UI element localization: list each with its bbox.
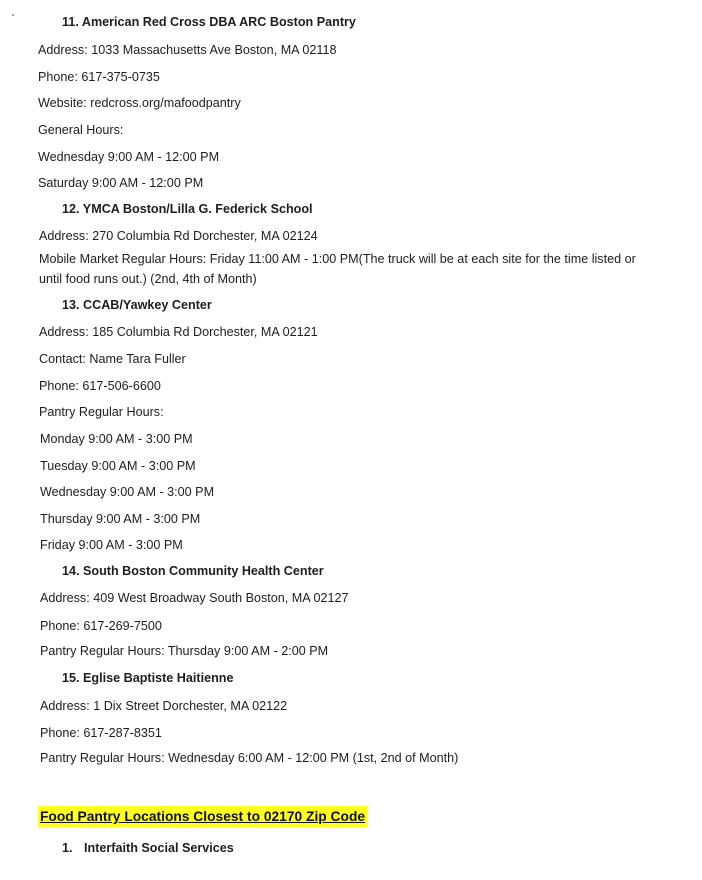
list-number: 1. xyxy=(62,841,73,855)
entry-15-address: Address: 1 Dix Street Dorchester, MA 02122 xyxy=(40,699,288,713)
entry-14-hours: Pantry Regular Hours: Thursday 9:00 AM - 2:00 PM xyxy=(40,644,329,658)
next-list-item-1 xyxy=(62,838,234,858)
list-item-name: Interfaith Social Services xyxy=(84,841,234,855)
entry-12-hours: Mobile Market Regular Hours: Friday 11:00 AM - 1:00 PM(The truck will be at each site for the time listed or until food runs out.) (2nd, 4th of Month) xyxy=(39,252,636,286)
entry-heading-11 xyxy=(62,12,356,32)
entry-13-hours-wed: Wednesday 9:00 AM - 3:00 PM xyxy=(40,485,215,499)
section-heading-highlighted: Food Pantry Locations Closest to 02170 Zip Code xyxy=(38,806,367,827)
entry-name: YMCA Boston/Lilla G. Federick School xyxy=(82,202,313,216)
entry-heading-15 xyxy=(62,668,233,688)
entry-13-address: Address: 185 Columbia Rd Dorchester, MA 02121 xyxy=(39,325,318,339)
entry-number: 11. xyxy=(62,15,79,29)
entry-number: 12. xyxy=(62,202,80,216)
entry-12-address: Address: 270 Columbia Rd Dorchester, MA 02124 xyxy=(39,229,318,243)
entry-number: 15. xyxy=(62,671,80,685)
entry-heading-13 xyxy=(62,295,212,315)
entry-14-address: Address: 409 West Broadway South Boston, MA 02127 xyxy=(40,591,349,605)
entry-13-phone: Phone: 617-506-6600 xyxy=(39,379,161,393)
entry-13-hours-mon: Monday 9:00 AM - 3:00 PM xyxy=(40,432,193,446)
scan-speck xyxy=(12,14,14,16)
entry-name: American Red Cross DBA ARC Boston Pantry xyxy=(81,15,356,29)
entry-heading-14 xyxy=(62,561,324,581)
entry-14-phone: Phone: 617-269-7500 xyxy=(40,619,162,633)
entry-11-website: Website: redcross.org/mafoodpantry xyxy=(38,96,241,110)
entry-number: 13. xyxy=(62,298,80,312)
entry-heading-12 xyxy=(62,199,313,219)
entry-13-hours-tue: Tuesday 9:00 AM - 3:00 PM xyxy=(40,459,196,473)
entry-15-hours: Pantry Regular Hours: Wednesday 6:00 AM - 12:00 PM (1st, 2nd of Month) xyxy=(40,751,459,765)
entry-13-hours-fri: Friday 9:00 AM - 3:00 PM xyxy=(40,538,183,552)
entry-name: South Boston Community Health Center xyxy=(83,564,324,578)
entry-number: 14. xyxy=(62,564,80,578)
entry-11-phone: Phone: 617-375-0735 xyxy=(38,70,160,84)
entry-11-hours-sat: Saturday 9:00 AM - 12:00 PM xyxy=(38,176,204,190)
entry-name: CCAB/Yawkey Center xyxy=(83,298,212,312)
entry-13-hours-label: Pantry Regular Hours: xyxy=(39,405,164,419)
entry-11-hours-wed: Wednesday 9:00 AM - 12:00 PM xyxy=(38,150,220,164)
entry-11-hours-label: General Hours: xyxy=(38,123,124,137)
entry-13-hours-thu: Thursday 9:00 AM - 3:00 PM xyxy=(40,512,201,526)
entry-11-address: Address: 1033 Massachusetts Ave Boston, MA 02118 xyxy=(38,43,337,57)
entry-name: Eglise Baptiste Haitienne xyxy=(83,671,234,685)
entry-15-phone: Phone: 617-287-8351 xyxy=(40,726,162,740)
entry-13-contact: Contact: Name Tara Fuller xyxy=(39,352,186,366)
